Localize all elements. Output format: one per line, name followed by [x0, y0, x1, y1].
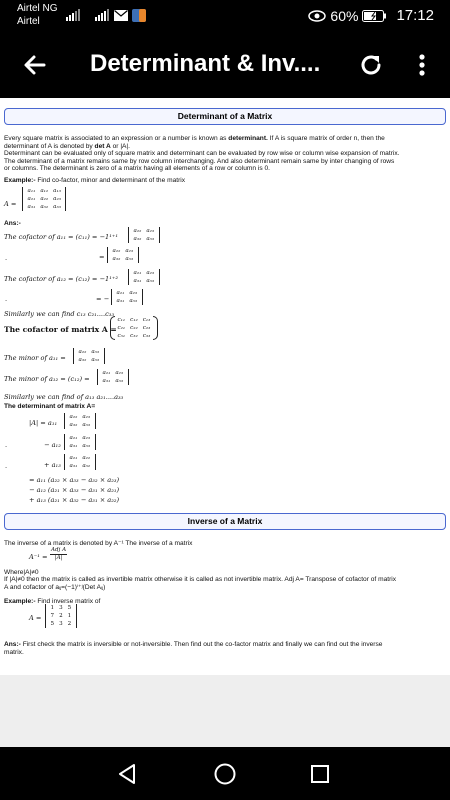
expansion-line-2: − a₁₂ (a₂₁ × a₃₃ − a₃₁ × a₂₁) [29, 486, 120, 494]
matrix-row [131, 269, 157, 277]
equals-minus: = − [96, 295, 110, 303]
det-minor-2 [64, 434, 96, 450]
matrix-row [131, 235, 157, 243]
matrix-cell: a₂₁ [27, 196, 36, 202]
page-bottom-area [0, 675, 450, 747]
matrix-row [67, 454, 93, 462]
matrix-cell: a₃₃ [129, 298, 138, 304]
app-icon [132, 7, 146, 23]
content-area[interactable] [0, 98, 450, 675]
dot: . [5, 441, 8, 449]
navigation-bar [0, 747, 450, 800]
matrix-row [131, 227, 157, 235]
battery-percent: 60% [330, 7, 359, 24]
matrix-cell: a₃₃ [91, 349, 100, 355]
matrix-cell: a₂₃ [125, 248, 134, 254]
matrix-table [76, 348, 102, 364]
signal-icon [95, 9, 109, 21]
matrix-table [67, 454, 93, 470]
matrix-cell: a₃₃ [82, 422, 91, 428]
matrix-cell: a₂₂ [133, 228, 142, 234]
matrix-cell: a₃₃ [125, 256, 134, 262]
back-triangle-icon[interactable] [116, 762, 140, 786]
battery-icon [362, 10, 386, 22]
matrix-table [110, 247, 136, 263]
matrix-table [48, 604, 74, 628]
eye-icon [308, 10, 326, 22]
matrix-table [114, 289, 140, 305]
matrix-cell: a₂₁ [116, 290, 125, 296]
matrix-cell: c₂₂ [130, 325, 138, 331]
carrier-1: Airtel NG [17, 3, 58, 14]
matrix-cell: a₂₁ [69, 455, 78, 461]
matrix-cell: 2 [59, 613, 63, 619]
matrix-row [114, 289, 140, 297]
cofactor-matrix [110, 316, 158, 340]
matrix-cell: 2 [67, 621, 72, 627]
inverse-answer: Ans:- First check the matrix is inversible or not-inversible. Then find out the co-factor matrix and finally we can find out the inverse matrix. [4, 641, 383, 656]
matrix-cell: 7 [50, 613, 55, 619]
matrix-cell: a₁₃ [53, 188, 61, 194]
matrix-cell: a₃₁ [27, 204, 36, 210]
matrix-row [67, 413, 93, 421]
matrix-cell: a₁₁ [27, 188, 36, 194]
matrix-cell: a₂₂ [40, 196, 49, 202]
cofactor-12-result [111, 289, 143, 305]
inverse-intro: The inverse of a matrix is denoted by A⁻¹ The inverse of a matrix [4, 540, 193, 547]
matrix-row [131, 277, 157, 285]
det-plus: + a₁₃ [44, 461, 61, 469]
paren-right [153, 316, 158, 340]
matrix-cell: a₂₃ [115, 370, 124, 376]
carrier-2: Airtel [17, 16, 40, 27]
matrix-row [110, 247, 136, 255]
matrix-cell: a₂₃ [129, 290, 138, 296]
matrix-cell: c₃₂ [130, 333, 138, 339]
cofactor-12-text: The cofactor of a₁₂ = (c₁₂) = −1¹⁺² [4, 275, 119, 283]
dot: . [5, 254, 8, 262]
matrix-row [76, 356, 102, 364]
more-vert-icon[interactable] [410, 50, 434, 80]
refresh-icon[interactable] [356, 50, 386, 80]
matrix-cell: a₃₂ [78, 357, 87, 363]
determinant-label: The determinant of matrix A= [4, 403, 96, 410]
matrix-row [115, 316, 153, 324]
minor-12-det [97, 369, 129, 385]
matrix-table [100, 369, 126, 385]
minor-12-text: The minor of a₁₂ = (c₁₂) = [4, 375, 90, 383]
matrix-row [110, 255, 136, 263]
dot: . [5, 462, 8, 470]
matrix-cell: a₃₃ [53, 204, 61, 210]
matrix-cell: c₂₃ [142, 325, 151, 331]
matrix-cell: a₃₃ [91, 357, 100, 363]
cofactor-matrix-label: The cofactor of matrix A = [4, 325, 117, 334]
inverse-where: Where|A|≠0 [4, 569, 39, 576]
equals: = [99, 253, 105, 261]
intro-paragraph: Every square matrix is associated to an expression or a number is known as determinant. If A is square matrix of order n, then the determinant of A is denoted by det A or |A|. Determinant can be evaluated only of square matrix and determinant can be evaluated by row wise or column wise expansion of matrix. The determinant of a matrix remains same by row column interchanging. And also determinant remain same by inter changing of rows or columns. The determinant is zero of a matrix having all elements of a row or column is 0. [4, 135, 400, 173]
matrix-cell: a₂₁ [69, 435, 78, 441]
signal-icon [66, 9, 80, 21]
inverse-matrix-lhs: A = [29, 614, 42, 622]
matrix-table [131, 227, 157, 243]
matrix-cell: c₁₂ [130, 317, 138, 323]
matrix-cell: a₃₁ [102, 378, 111, 384]
matrix-row [100, 377, 126, 385]
math-lhs: A = [4, 200, 17, 208]
back-arrow-icon[interactable] [20, 50, 50, 80]
matrix-cell: 3 [59, 605, 63, 611]
matrix-row [48, 612, 74, 620]
inverse-example-line: Example:- Find inverse matrix of [4, 598, 101, 605]
matrix-cell: a₃₂ [133, 236, 142, 242]
matrix-row [76, 348, 102, 356]
inverse-description: If |A|≠0 then the matrix is called as invertible matrix otherwise it is called as not invertible matrix. Adj A= Transpose of cofactor of matrix A and cofactor of aᵢⱼ=(−1)ⁱ⁺ʲ(Det Aᵢⱼ) [4, 576, 397, 591]
matrix-row [115, 332, 153, 340]
matrix-cell: a₂₃ [146, 270, 155, 276]
expansion-line-1: = a₁₁ (a₂₂ × a₃₃ − a₃₂ × a₂₃) [29, 476, 120, 484]
matrix-cell: c₁₁ [117, 317, 126, 323]
matrix-cell: a₂₁ [133, 270, 142, 276]
app-bar [0, 32, 450, 98]
inverse-example-matrix [45, 604, 77, 628]
matrix-row [67, 421, 93, 429]
matrix-cell: a₂₂ [69, 414, 78, 420]
matrix-cell: a₂₃ [82, 414, 91, 420]
matrix-cell: 1 [67, 613, 72, 619]
matrix-row [115, 324, 153, 332]
page-title: Determinant & Inv.... [90, 50, 321, 77]
matrix-cell: a₃₁ [69, 463, 78, 469]
dot: . [5, 295, 8, 303]
status-bar [0, 0, 450, 32]
matrix-row [48, 620, 74, 628]
matrix-cell: a₃₁ [133, 278, 142, 284]
recents-square-icon[interactable] [308, 762, 332, 786]
minor-11-text: The minor of a₁₁ = [4, 354, 66, 362]
matrix-cell: a₂₁ [102, 370, 111, 376]
ans-label: Ans:- [4, 220, 21, 227]
cofactor-12-det [128, 269, 160, 285]
cofactor-11-result [107, 247, 139, 263]
det-lhs: |A| = a₁₁ [29, 419, 58, 427]
matrix-cell: a₂₂ [112, 248, 121, 254]
minor-11-det [73, 348, 105, 364]
matrix-cell: 5 [67, 605, 72, 611]
matrix-cell: a₃₁ [116, 298, 125, 304]
matrix-cell: 3 [59, 621, 63, 627]
matrix-cell: a₂₃ [146, 228, 155, 234]
matrix-table [67, 413, 93, 429]
matrix-cell: a₃₂ [82, 463, 91, 469]
matrix-table [25, 187, 63, 211]
matrix-a [22, 187, 66, 211]
matrix-row [25, 203, 63, 211]
clock: 17:12 [396, 7, 434, 24]
similarly-2: Similarly we can find of a₁₃ a₂₁....a₃₃ [4, 393, 124, 401]
inverse-formula-lhs: A⁻¹ = [29, 553, 48, 561]
matrix-table [67, 434, 93, 450]
matrix-table [115, 316, 153, 340]
matrix-row [67, 434, 93, 442]
similarly-1: Similarly we can find c₁₃ c₂₁....c₃₃ [4, 310, 115, 318]
det-minor-1 [64, 413, 96, 429]
inverse-formula-fraction: Adj A |A| [51, 547, 67, 561]
mail-icon [114, 9, 128, 21]
matrix-row [25, 187, 63, 195]
section-header-determinant: Determinant of a Matrix [4, 108, 446, 125]
paren-left [110, 316, 115, 340]
matrix-row [100, 369, 126, 377]
matrix-row [114, 297, 140, 305]
matrix-cell: a₂₃ [53, 196, 61, 202]
matrix-cell: a₃₃ [146, 278, 155, 284]
matrix-cell: 1 [50, 605, 55, 611]
matrix-cell: a₃₃ [115, 378, 124, 384]
matrix-cell: a₃₂ [40, 204, 49, 210]
matrix-cell: a₃₁ [69, 443, 78, 449]
matrix-row [48, 604, 74, 612]
det-minor-3 [64, 454, 96, 470]
det-minus: − a₁₂ [44, 441, 61, 449]
matrix-row [67, 462, 93, 470]
home-circle-icon[interactable] [213, 762, 237, 786]
example-line: Example:- Find co-factor, minor and determinant of the matrix [4, 177, 186, 184]
cofactor-11-det [128, 227, 160, 243]
matrix-cell: a₂₂ [78, 349, 87, 355]
matrix-cell: c₁₃ [142, 317, 151, 323]
matrix-cell: a₃₂ [112, 256, 121, 262]
expansion-line-3: + a₁₃ (a₂₁ × a₃₂ − a₃₁ × a₂₂) [29, 496, 120, 504]
matrix-cell: c₂₁ [117, 325, 126, 331]
matrix-table [131, 269, 157, 285]
matrix-cell: a₁₂ [40, 188, 49, 194]
matrix-cell: a₃₃ [146, 236, 155, 242]
status-right [308, 7, 434, 24]
matrix-row [25, 195, 63, 203]
matrix-cell: a₃₃ [82, 443, 91, 449]
matrix-cell: a₃₂ [69, 422, 78, 428]
matrix-cell: c₃₁ [117, 333, 126, 339]
matrix-row [67, 442, 93, 450]
cofactor-11-text: The cofactor of a₁₁ = (c₁₁) = −1¹⁺¹ [4, 233, 119, 241]
matrix-cell: a₂₂ [82, 455, 91, 461]
matrix-cell: c₃₃ [142, 333, 151, 339]
section-header-inverse: Inverse of a Matrix [4, 513, 446, 530]
matrix-cell: a₂₃ [82, 435, 91, 441]
matrix-cell: 5 [50, 621, 55, 627]
